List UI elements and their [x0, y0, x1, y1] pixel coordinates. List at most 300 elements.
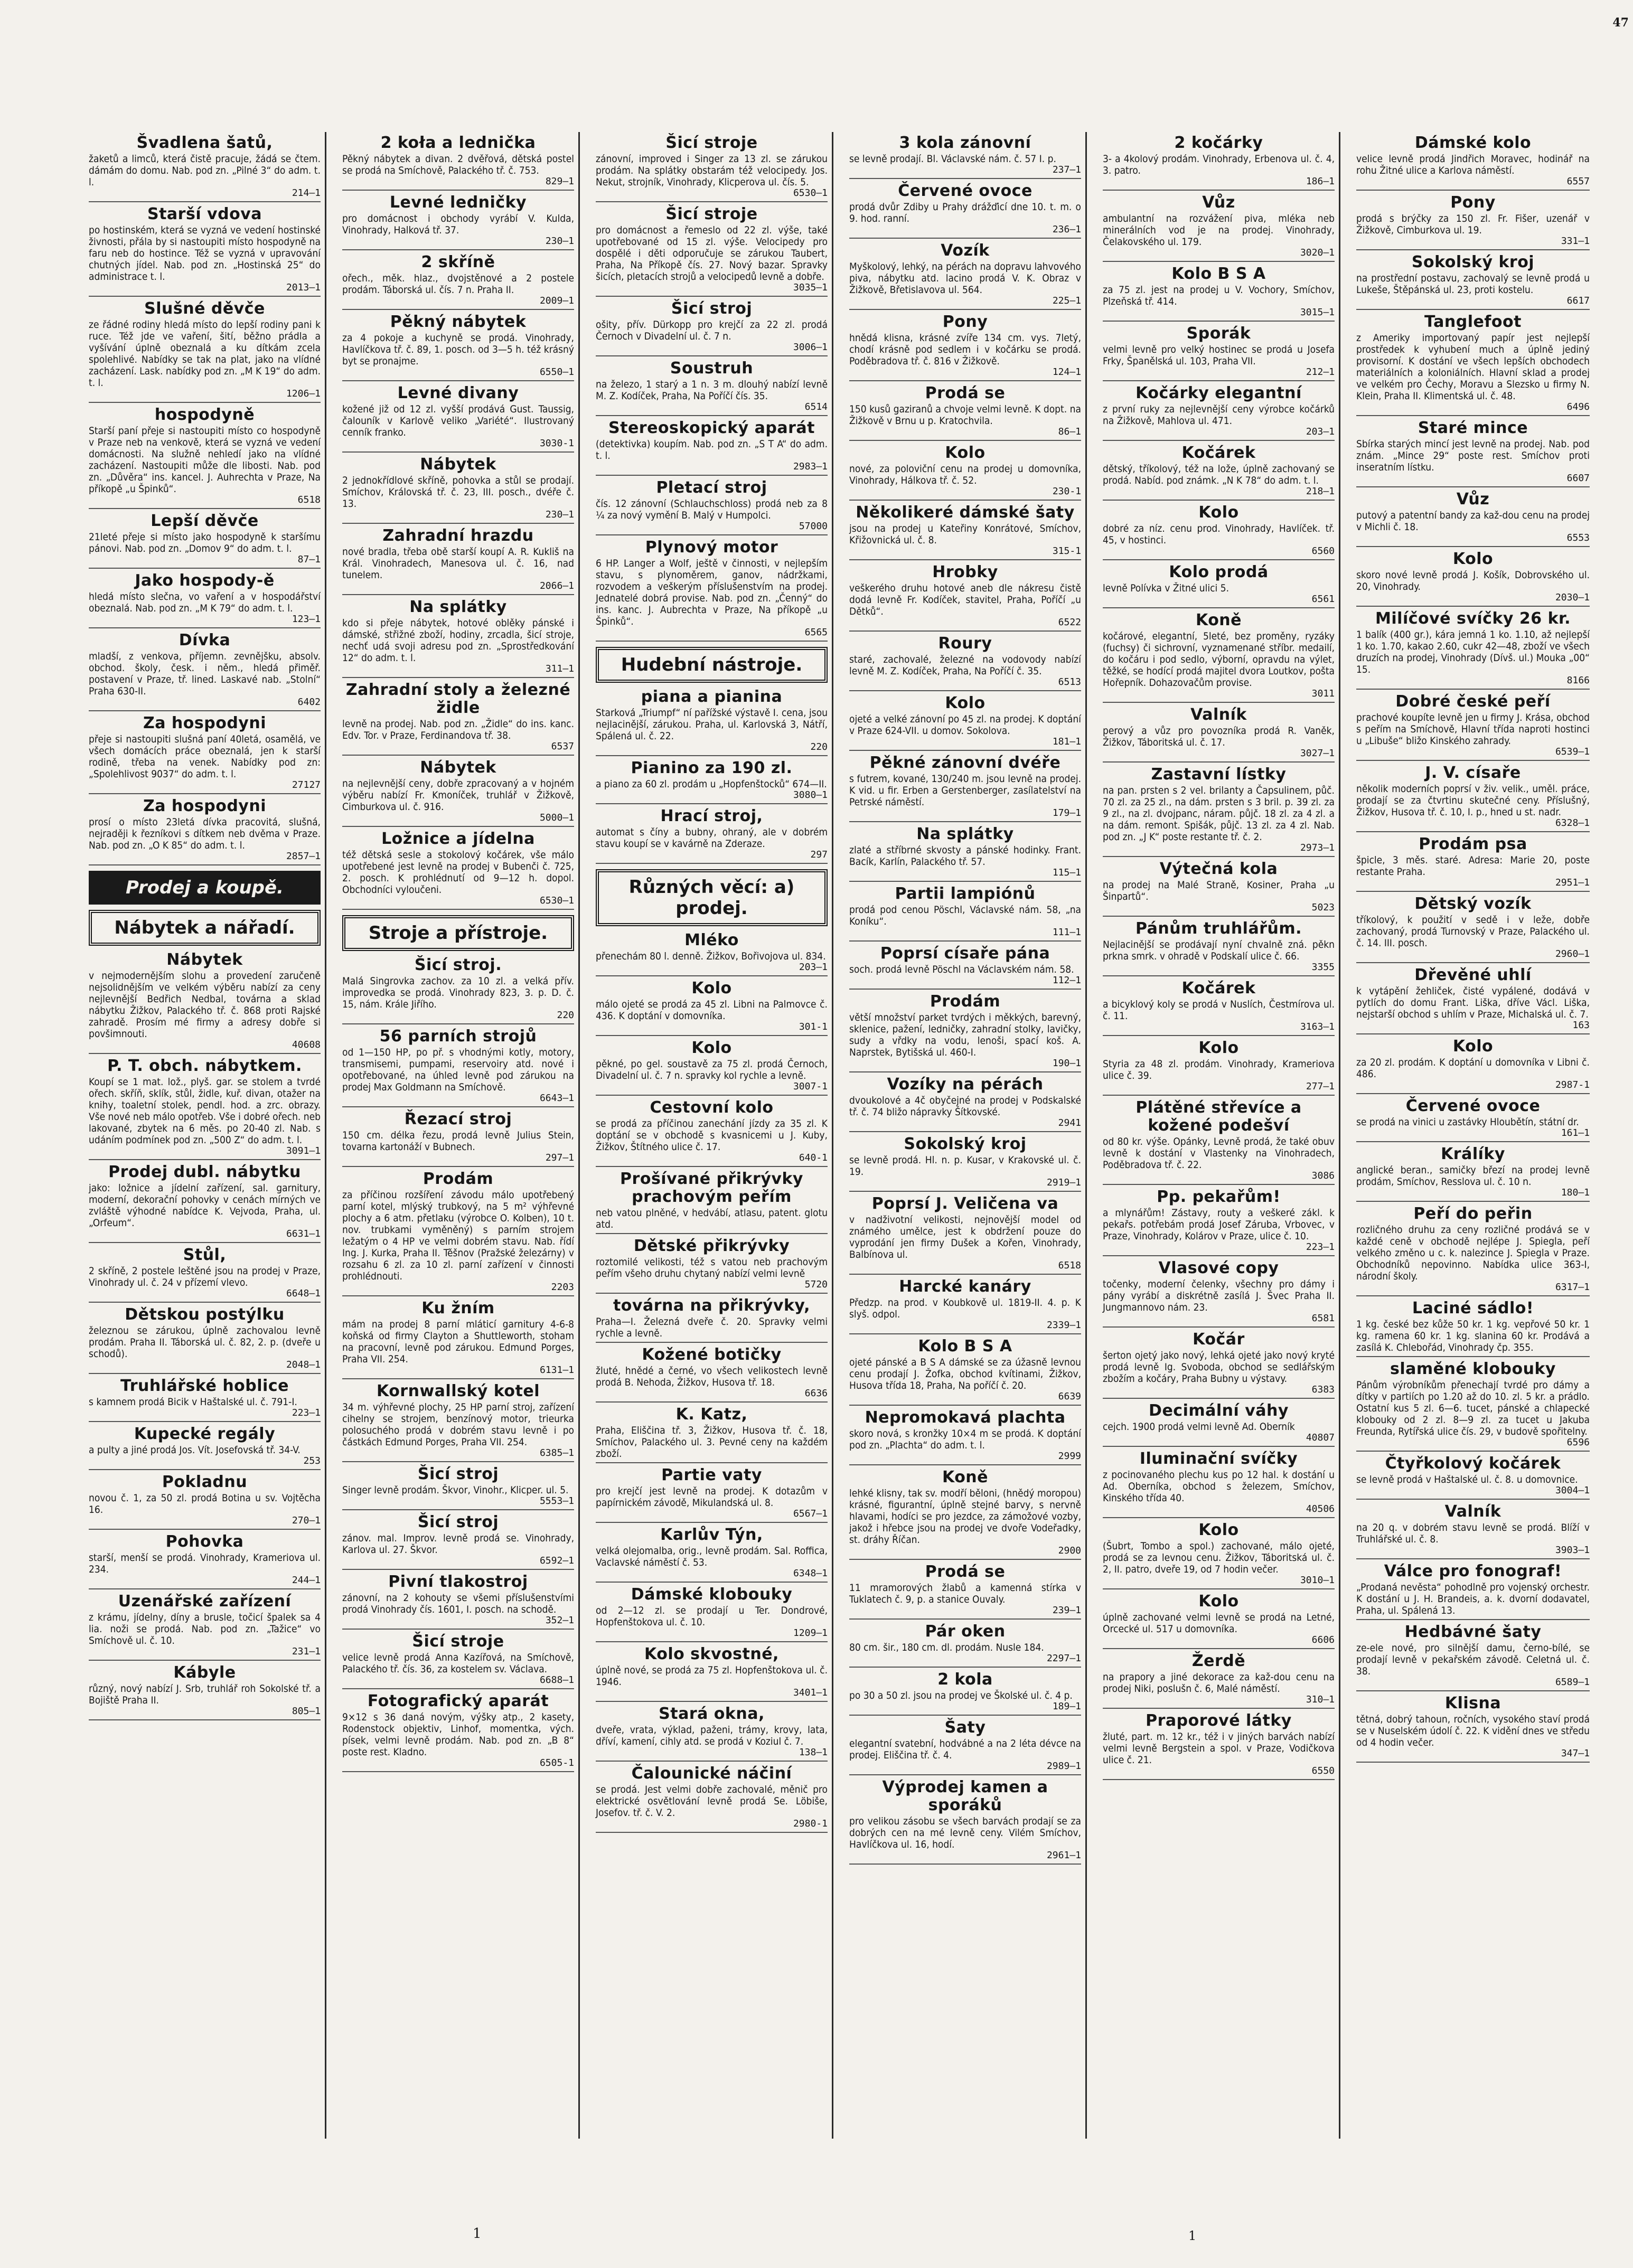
classified-ad: [1103, 920, 1335, 976]
ad-number: 212—1: [1306, 366, 1335, 378]
classified-ad: [849, 754, 1081, 822]
ad-title: Sokolský kroj: [1411, 253, 1535, 271]
classified-ad: [89, 1057, 321, 1160]
ad-title: Řezací stroj: [404, 1110, 512, 1128]
ad-number: 2960—1: [1555, 948, 1590, 959]
classified-ad: [1356, 764, 1590, 832]
ad-body: šerton ojetý jako nový, lehká ojeté jako nový kryté prodá levně Ig. Svoboda, obchod se sedlářským zbožím a kočáry, Praha Bubny u výstavy.: [1103, 1350, 1335, 1385]
ad-number: 2951—1: [1555, 877, 1590, 888]
classified-ad: [1356, 1360, 1590, 1452]
ad-number: 57000: [799, 521, 828, 532]
classified-ad: [849, 242, 1081, 310]
ad-body: na pan. prsten s 2 vel. brilanty a Čapsulinem, půč. 70 zl. za 25 zl., na dám. prsten s 3 bril. p. 39 zl. za 9 zl., na zl. dvojpanc, náram. půjč. 18 zl. za 4 zl. a na dám. remont. Spišák, půjč. 13 zl. za 4 zl. Nab. pod zn. „J K“ poste restante tř. č. 2.: [1103, 785, 1335, 843]
ad-title: Nepromokavá plachta: [865, 1408, 1066, 1427]
ad-number: 230-1: [1052, 486, 1081, 497]
ad-title: Kočárky elegantní: [1135, 384, 1302, 402]
ad-title: Plynový motor: [645, 538, 778, 557]
classified-ad: [1356, 1205, 1590, 1296]
ad-title: Kornwallský kotel: [376, 1382, 540, 1400]
classified-column-4: [845, 132, 1087, 2139]
ad-body: z Ameriky importovaný papír jest nejlepší prostředek k vyhubení much a úplně jediný provisorní. K dostání ve všech lepších obchodech materiálních a koloniálních. Hlavní sklad a prodej ve velkém pro Čechy, Moravu a Slezsko u firmy N. Klein, Praha II. Klimentská ul. č. 48.: [1356, 332, 1590, 402]
ad-number: 310—1: [1306, 1694, 1335, 1705]
classified-ad: [1356, 313, 1590, 416]
ad-title: P. T. obch. nábytkem.: [107, 1057, 302, 1075]
ad-number: 270—1: [292, 1515, 321, 1526]
ad-title: Laciné sádlo!: [1412, 1299, 1534, 1317]
ad-title: Kolo: [1452, 1037, 1494, 1056]
ad-body: velice levně prodá Jindřich Moravec, hodinář na rohu Žitné ulice a Karlova náměstí.: [1356, 153, 1590, 176]
classified-ad: [1103, 1521, 1335, 1589]
ad-number: 230—1: [545, 509, 574, 520]
ad-body: Koupí se 1 mat. lož., plyš. gar. se stolem a tvrdé ořech. skříň, sklík, stůl, židle, kuř. divan, otažer na knihy, toaletní stolek, pendl. hod. a zrc. obrazy. Vše nové neb málo opotřeb. Vše i dobré ořech. neb lakované, zbytek na 6 měs. po 20-40 zl. Nab. s udáním podmínek pod zn. „500 Z“ do adm. t. l.: [89, 1076, 321, 1146]
classified-ad: [849, 694, 1081, 751]
ad-body: za 20 zl. prodám. K doptání u domovníka v Libni č. 486.: [1356, 1057, 1590, 1080]
ad-title: J. V. císaře: [1425, 764, 1521, 782]
classified-ad: [596, 479, 828, 535]
classified-ad: [89, 1246, 321, 1303]
classified-ad: [1356, 610, 1590, 690]
ad-body: 150 kusů gaziranů a chvoje velmi levně. K dopt. na Žižkově v Brnu u p. Kratochvila.: [849, 403, 1081, 427]
ad-title: Staré mince: [1418, 419, 1528, 437]
classified-ad: [1103, 1450, 1335, 1518]
ad-body: po 30 a 50 zl. jsou na prodej ve Školské ul. č. 4 p.: [849, 1690, 1073, 1701]
ad-body: Singer levně prodám. Škvor, Vinohr., Klicper. ul. 5.: [342, 1484, 569, 1496]
ad-title: Za hospodyni: [143, 714, 267, 732]
ad-body: s futrem, kované, 130/240 m. jsou levně na prodej. K vid. u fir. Erben a Gerstenberger, zasílatelství na Petrské náměstí.: [849, 773, 1081, 808]
ad-number: 40807: [1306, 1432, 1335, 1443]
ad-title: Karlův Týn,: [660, 1526, 763, 1544]
ad-title: Stůl,: [183, 1246, 227, 1264]
ad-number: 2297—1: [1046, 1653, 1081, 1664]
ad-title: Pony: [942, 313, 988, 331]
ad-title: Výtečná kola: [1159, 860, 1278, 878]
ad-body: též dětská sesle a stokolový kočárek, vše málo upotřebené jest levně na prodej v Bubenči č. 725, 2. posch. K prohlédnutí od 9—12 h. dopol. Obchodníci vyloučeni.: [342, 849, 574, 896]
ad-title: Zahradní hrazdu: [382, 526, 534, 545]
ad-number: 3355: [1311, 962, 1335, 973]
ad-title: 3 kola zánovní: [899, 134, 1031, 152]
ad-title: Prošívané přikrývky prachovým peřím: [620, 1170, 803, 1206]
classified-ad: [342, 1633, 574, 1689]
ad-title: 2 kočárky: [1174, 134, 1263, 152]
ad-body: neb vatou plněné, v hedvábí, atlasu, patent. glotu atd.: [596, 1207, 828, 1230]
classified-ad: [596, 1586, 828, 1642]
ad-title: piana a pianina: [641, 688, 783, 706]
classified-ad: [849, 384, 1081, 441]
ad-title: Pěkné zánovní dvéře: [869, 754, 1061, 772]
ad-title: Čtyřkolový kočárek: [1385, 1454, 1561, 1473]
ad-body: se levně prodá. Hl. n. p. Kusar, v Krakovské ul. č. 19.: [849, 1154, 1081, 1178]
ad-number: 2339—1: [1046, 1320, 1081, 1331]
classified-ad: [596, 1099, 828, 1167]
ad-title: Dívka: [179, 631, 231, 650]
ad-number: 40608: [292, 1039, 321, 1050]
ad-title: Dětskou postýlku: [125, 1305, 285, 1324]
classified-ad: [849, 885, 1081, 942]
ad-body: se levně prodají. Bl. Václavské nám. č. 57 I. p.: [849, 153, 1056, 165]
ad-title: Hrobky: [932, 563, 998, 581]
classified-ad: [342, 253, 574, 310]
ad-body: za 4 pokoje a kuchyně se prodá. Vinohrady, Havlíčkova tř. č. 89, 1. posch. od 3—5 h. též krásný byt se pronajme.: [342, 332, 574, 367]
classified-ad: [89, 512, 321, 569]
ad-body: z krámu, jídelny, díny a brusle, točicí špalek sa 4 lia. noži se prodá. Nab. pod zn. „Tažice“ vo Smíchově ul. č. 10.: [89, 1612, 321, 1646]
ad-body: Styria za 48 zl. prodám. Vinohrady, Krameriova ulice č. 39.: [1103, 1058, 1335, 1081]
classified-ad: [1103, 611, 1335, 703]
ad-number: 315-1: [1052, 545, 1081, 557]
classified-ad: [89, 632, 321, 711]
ad-number: 163: [1572, 1020, 1590, 1031]
ad-title: Hedbávné šaty: [1404, 1623, 1542, 1641]
ad-number: 27127: [292, 779, 321, 790]
ad-body: staré, zachovalé, železné na vodovody nabízí levně M. Z. Kodíček, Praha, Na Poříčí č. 35.: [849, 654, 1081, 677]
classified-ad: [342, 1028, 574, 1107]
ad-title: Výprodej kamen a sporáků: [882, 1778, 1048, 1814]
ad-number: 6606: [1311, 1634, 1335, 1645]
ad-number: 2857—1: [286, 851, 321, 862]
ad-body: po hostinském, která se vyzná ve vedení hostinské živnosti, přála by si nastoupiti místo hospodyně na faru neb do hostince. Též se vyzná v upravování chutných jídel. Nab. pod zn. „Hostinská 25“ do administrace t. l.: [89, 224, 321, 283]
ad-body: 1 balík (400 gr.), kára jemná 1 ko. 1.10, až nejlepší 1 ko. 1.70, kakao 2.60, cukr 42—48, zboží ve všech druzích na prodej, Vinohrady (Dívš. ul.) Mouka „00“ 15.: [1356, 629, 1590, 675]
ad-number: 124—1: [1052, 366, 1081, 378]
classified-ad: [89, 572, 321, 628]
classified-ad: [1103, 1712, 1335, 1780]
ad-number: 3006—1: [793, 342, 828, 353]
ad-body: za 75 zl. jest na prodej u V. Vochory, Smíchov, Plzeňská tř. 414.: [1103, 284, 1335, 307]
ad-title: Dětské přikrývky: [633, 1237, 790, 1255]
ad-number: 6550: [1311, 1765, 1335, 1776]
ad-body: levně Polívka v Žitné ulici 5.: [1103, 582, 1230, 594]
ad-title: Valník: [1190, 705, 1247, 724]
ad-body: 2 jednokřídlové skříně, pohovka a stůl se prodají. Smíchov, Královská tř. č. 23, III. posch., dvéře č. 13.: [342, 475, 574, 510]
classified-ad: [1103, 1593, 1335, 1649]
ad-number: 236—1: [1052, 224, 1081, 235]
ad-number: 3020—1: [1300, 247, 1335, 258]
classified-ad: [89, 1593, 321, 1661]
ad-number: 230—1: [545, 236, 574, 247]
classified-ad: [1356, 1455, 1590, 1500]
ad-body: kdo si přeje nábytek, hotové oblěky pánské i dámské, střižné zboží, hodiny, zrcadla, šicí stroje, nechť udá svoji adresu pod zn. „Sprostředkování 12“ do adm. t. l.: [342, 617, 574, 664]
page-footer-mark-right: 1: [1188, 2228, 1197, 2243]
ad-body: několik moderních poprsí v živ. velik., uměl. práce, prodají se za čtvrtinu skutečné ceny. Příslušný, Žižkov, Husova tř. č. 10, I. p., hned u st. nadr.: [1356, 783, 1590, 818]
ad-title: Šicí stroje: [665, 205, 758, 223]
ad-body: od 80 kr. výše. Opánky, Levně prodá, že také obuv levně k dostání v Vlastenky na Vinohradech, Poděbradova tř. č. 22.: [1103, 1136, 1335, 1171]
ad-body: se prodá za příčinou zanechání jízdy za 35 zl. K doptání se v obchodě s kvasnicemi u J. Kuby, Žižkov, Štítného ulice č. 17.: [596, 1118, 828, 1153]
ad-title: K. Katz,: [675, 1405, 748, 1424]
classified-ad: [1356, 491, 1590, 547]
ad-body: 1 kg. české bez kůže 50 kr. 1 kg. vepřové 50 kr. 1 kg. ramena 60 kr. 1 kg. slanina 60 kr. Prodává a zasílá K. Chlebořád, Vinohrady čp. 355.: [1356, 1319, 1590, 1353]
ad-title: Stereoskopický aparát: [608, 419, 815, 437]
classified-ad: [342, 681, 574, 756]
ad-title: Nábytek: [420, 758, 496, 777]
ad-body: cejch. 1900 prodá velmi levně Ad. Oberník: [1103, 1421, 1295, 1433]
ad-title: Pivní tlakostroj: [388, 1573, 528, 1591]
ad-title: Válce pro fonograf!: [1384, 1562, 1562, 1580]
classified-ad: [1356, 1097, 1590, 1142]
ad-title: Partie vaty: [661, 1466, 762, 1484]
ad-body: prodá s brýčky za 150 zl. Fr. Fišer, uzenář v Žižkově, Cimburkova ul. 19.: [1356, 213, 1590, 236]
ad-number: 6514: [804, 401, 828, 412]
ad-number: 123—1: [292, 614, 321, 625]
ad-number: 6522: [1058, 617, 1081, 628]
ad-number: 86—1: [1058, 426, 1081, 437]
section-heading: Hudební nástroje.: [596, 647, 828, 683]
classified-ad: [342, 1465, 574, 1510]
classified-ad: [596, 360, 828, 416]
ad-title: Prodám: [423, 1170, 494, 1188]
ad-number: 214—1: [292, 187, 321, 199]
classified-ad: [849, 1469, 1081, 1560]
ad-title: Pianino za 190 zl.: [631, 759, 793, 777]
ad-body: a mlynářům! Zástavy, routy a veškeré zákl. k pekařs. potřebám prodá Josef Záruba, Vrbovec, v Praze, Vinohrady, Kolárov v Praze, ulice č. 10.: [1103, 1207, 1335, 1242]
classified-ad: [1103, 1331, 1335, 1399]
ad-title: továrna na přikrývky,: [613, 1296, 811, 1315]
classified-ad: [342, 956, 574, 1024]
ad-body: na prostřední postavu, zachovalý se levně prodá u Lukeše, Štěpánská ul. 23, proti kostelu.: [1356, 272, 1590, 296]
classified-ad: [1103, 980, 1335, 1036]
ad-title: Vozíky na pérách: [887, 1075, 1044, 1094]
ad-title: Valník: [1444, 1502, 1501, 1521]
classified-ad: [342, 1692, 574, 1772]
ad-body: elegantní svatební, hodvábné a na 2 léta dévce na prodej. Eliščina tř. č. 4.: [849, 1738, 1081, 1761]
classified-ad: [89, 1163, 321, 1243]
classified-ad: [596, 807, 828, 864]
classified-ad: [849, 1338, 1081, 1406]
ad-title: Koně: [1195, 611, 1242, 629]
ad-number: 3035—1: [793, 282, 828, 293]
ad-title: Prodá se: [925, 384, 1006, 402]
ad-title: Pokladnu: [162, 1473, 248, 1491]
ad-number: 225—1: [1052, 295, 1081, 306]
ad-title: Kočár: [1193, 1330, 1245, 1349]
ad-body: od 2—12 zl. se prodají u Ter. Dondrové, Hopfenštokova ul. č. 10.: [596, 1605, 828, 1628]
ad-title: 56 parních strojů: [379, 1027, 537, 1046]
ad-title: Tanglefoot: [1424, 313, 1522, 331]
ad-title: Starší vdova: [147, 205, 262, 223]
ad-body: prodá pod cenou Pöschl, Václavské nám. 58, „na Koníku“.: [849, 904, 1081, 927]
classified-ad: [342, 527, 574, 595]
ad-body: perový a vůz pro povozníka prodá R. Vaněk, Žižkov, Táboritská ul. č. 17.: [1103, 725, 1335, 748]
classified-ad: [1356, 693, 1590, 761]
ad-body: s kamnem prodá Bicik v Haštalské ul. č. 791-I.: [89, 1396, 297, 1408]
ad-number: 1206—1: [286, 388, 321, 399]
classified-ad: [849, 1623, 1081, 1668]
ad-body: dětský, tříkolový, též na lože, úplně zachovaný se prodá. Nabíd. pod známk. „N K 78“ do adm. t. l.: [1103, 463, 1335, 486]
ad-number: 223—1: [1306, 1241, 1335, 1253]
ad-body: pro domácnost a řemeslo od 22 zl. výše, také upotřebované od 15 zl. výše. Velocipedy pro dospělé i děti odporučuje se zárukou Taubert, Praha, Na Příkopě čís. 27. Nový bazar. Spravky šicích, pletacích strojů a velocipedů levně a dobře.: [596, 224, 828, 283]
ad-body: dveře, vrata, výklad, paženi, trámy, krovy, lata, dříví, kamení, cihly atd. se prodá v Koziul č. 7.: [596, 1724, 828, 1747]
ad-number: 3010—1: [1300, 1575, 1335, 1586]
ad-body: skoro nová, s kronžky 10×4 m se prodá. K doptání pod zn. „Plachta“ do adm. t. l.: [849, 1428, 1081, 1451]
ad-number: 6596: [1566, 1437, 1590, 1448]
classified-ad: [1103, 1039, 1335, 1096]
classified-ad: [1356, 194, 1590, 250]
ad-title: Roury: [938, 634, 992, 653]
classified-ad: [1103, 1099, 1335, 1185]
ad-body: hnědá klisna, krásné zvíře 134 cm. vys. 7letý, chodí krásně pod sedlem i v kočárku se prodá. Poděbradova tř. č. 816 v Žižkově.: [849, 332, 1081, 367]
ad-body: úplně zachované velmi levně se prodá na Letné, Orcecké ul. 517 u domovníka.: [1103, 1612, 1335, 1635]
ad-title: Kolo skvostné,: [644, 1645, 779, 1663]
ad-number: 5720: [804, 1279, 828, 1290]
ad-title: Kupecké regály: [134, 1425, 276, 1443]
classified-ad: [1356, 550, 1590, 607]
page-footer-mark: 1: [473, 2226, 482, 2242]
ad-title: Šicí stroj: [671, 299, 753, 318]
ad-body: kožené již od 12 zl. vyšší prodává Gust. Taussig, čalouník v Karlově veliko „Variété“. Ilustrovaný cenník franko.: [342, 403, 574, 438]
ad-number: 2066—1: [539, 580, 574, 591]
ad-number: 6539—1: [1555, 746, 1590, 757]
ad-body: Pánům výrobníkům přenechají tvrdé pro dámy a dítky v partiích po 1.20 až do 10. zl. 5 kr. a prádlo. Ostatní kus 5 zl. 6—6. tucet, pánské a chlapecké klobouky od 2 zl. 8—9 zl. za tucet u Jakuba Freunda, Rytířská ulice čís. 29, v budově spořitelny.: [1356, 1379, 1590, 1437]
ad-number: 223—1: [292, 1407, 321, 1418]
ad-body: se levně prodá v Haštalské ul. č. 8. u domovnice.: [1356, 1474, 1578, 1485]
ad-number: 2203: [551, 1282, 574, 1293]
ad-title: Pohovka: [165, 1532, 244, 1551]
ad-body: Starková „Triumpf“ ní pařížské výstavě I. cena, jsou nejlacinější, zárukou. Praha, ul. Karlovská 3, Nátří, Spálená ul. č. 22.: [596, 707, 828, 742]
ad-body: nové bradla, třeba obě starší koupí A. R. Kukliš na Král. Vinohradech, Manesova ul. č. 16, nad tunelem.: [342, 546, 574, 581]
ad-body: málo ojeté se prodá za 45 zl. Libni na Palmovce č. 436. K doptání v domovníka.: [596, 999, 828, 1022]
ad-body: (detektivka) koupím. Nab. pod zn. „S T A“ do adm. t. l.: [596, 438, 828, 462]
ad-title: Několikeré dámské šaty: [856, 503, 1075, 522]
ad-body: na 20 q. v dobrém stavu levně se prodá. Blíží v Truhlářské ul. č. 8.: [1356, 1522, 1590, 1545]
ad-number: 6518: [297, 494, 321, 505]
classified-ad: [342, 194, 574, 250]
ad-number: 6131—1: [539, 1364, 574, 1376]
ad-number: 6688—1: [539, 1674, 574, 1686]
classified-ad: [1356, 895, 1590, 963]
section-heading: Nábytek a nářadí.: [89, 910, 321, 946]
ad-title: Stará okna,: [659, 1705, 765, 1723]
ad-body: 9×12 s 36 daná novým, výšky atp., 2 kasety, Rodenstock objektiv, Linhof, momentka, vých. písek, velmi levně prodám. Nab. pod zn. „B 8“ poste rest. Kladno.: [342, 1711, 574, 1758]
ad-number: 6348—1: [793, 1568, 828, 1579]
ad-body: levně na prodej. Nab. pod zn. „Židle“ do ins. kanc. Edv. Tor. v Praze, Ferdinandova tř. 38.: [342, 718, 574, 741]
classified-ad: [596, 1297, 828, 1343]
ad-body: 80 cm. šir., 180 cm. dl. prodám. Nusle 184.: [849, 1642, 1044, 1653]
ad-title: Truhlářské hoblice: [120, 1377, 289, 1395]
ad-title: Pěkný nábytek: [390, 313, 527, 331]
ad-body: Sbírka starých mincí jest levně na prodej. Nab. pod znám. „Mince 29“ poste rest. Smíchov proti inseratním lístku.: [1356, 438, 1590, 473]
classified-column-5: [1099, 132, 1340, 2139]
ad-title: Poprsí císaře pána: [880, 944, 1050, 963]
classified-ad: [596, 980, 828, 1036]
classified-ad: [1103, 766, 1335, 857]
classified-ad: [342, 1513, 574, 1570]
classified-ad: [849, 1671, 1081, 1716]
ad-number: 3086: [1311, 1170, 1335, 1181]
ad-title: Pár oken: [925, 1622, 1006, 1641]
ad-number: 203—1: [1306, 426, 1335, 437]
ad-number: 6496: [1566, 401, 1590, 412]
classified-ad: [1103, 1402, 1335, 1447]
ad-body: skoro nové levně prodá J. Košík, Dobrovského ul. 20, Vinohrady.: [1356, 569, 1590, 592]
classified-ad: [849, 134, 1081, 179]
ad-number: 3011: [1311, 688, 1335, 699]
ad-title: Šicí stroj: [417, 1465, 499, 1483]
ad-title: Šaty: [944, 1718, 986, 1737]
ad-number: 231—1: [292, 1646, 321, 1657]
ad-title: Nábytek: [420, 455, 496, 474]
ad-body: dvoukolové a 4č obyčejné na prodej v Podskalské tř. č. 74 bližo nápravky Šítkovské.: [849, 1095, 1081, 1118]
ad-body: pěkné, po gel. soustavě za 75 zl. prodá Černoch, Divadelní ul. č. 7 n. spravky kol rychle a levně.: [596, 1058, 828, 1081]
ad-title: Vůz: [1202, 193, 1235, 212]
ad-body: automat s číny a bubny, ohraný, ale v dobrém stavu koupí se v kavárně na Zderaze.: [596, 826, 828, 850]
ad-body: špicle, 3 měs. staré. Adresa: Marie 20, poste restante Praha.: [1356, 854, 1590, 878]
ad-body: se prodá na vinici u zastávky Hloubětín, státní dr.: [1356, 1116, 1579, 1128]
ad-body: ošity, přív. Dürkopp pro krejčí za 22 zl. prodá Černoch v Divadelní ul. č. 7 n.: [596, 319, 828, 342]
ad-body: na prodej na Malé Straně, Kosiner, Praha „u Šinpartů“.: [1103, 879, 1335, 902]
ad-title: Kolo B S A: [918, 1337, 1012, 1356]
classified-ad: [596, 419, 828, 476]
ad-body: různý, nový nabízí J. Srb, truhlář roh Sokolské tř. a Bojiště Praha II.: [89, 1683, 321, 1706]
ad-body: veškerého druhu hotové aneb dle nákresu čistě dodá levně Fr. Kodíček, stavitel, Praha, Poříčí „u Dětků“.: [849, 582, 1081, 617]
ad-number: 6402: [297, 697, 321, 708]
ad-number: 189—1: [1052, 1701, 1081, 1712]
ad-number: 244—1: [292, 1575, 321, 1586]
ad-body: 3- a 4kolový prodám. Vinohrady, Erbenova ul. č. 4, 3. patro.: [1103, 153, 1335, 176]
ad-title: Kočárek: [1181, 979, 1256, 997]
ad-number: 6617: [1566, 295, 1590, 306]
ad-body: prosí o místo 23letá dívka pracovitá, slušná, nejraději k řezníkovi s dítkem neb dvěma v Praze. Nab. pod zn. „O K 85“ do adm. t. l.: [89, 816, 321, 851]
ad-body: větší množství parket tvrdých i měkkých, barevný, sklenice, pažení, ledničky, zahradní stolky, lavičky, sudy a vřdky na vodu, lenoši, spací koš. A. Naprstek, Bytišská ul. 460-I.: [849, 1012, 1081, 1058]
ad-number: 297: [810, 849, 828, 860]
ad-title: Poprsí J. Veličena va: [871, 1194, 1059, 1213]
ad-body: a piano za 60 zl. prodám u „Hopfenštocků“ 674—II.: [596, 778, 827, 790]
ad-title: Kolo: [1198, 1039, 1239, 1057]
ad-body: 150 cm. délka řezu, prodá levně Julius Stein, tovarna kartonáží v Bubnech.: [342, 1130, 574, 1153]
ad-title: 2 koła a lednička: [380, 134, 536, 152]
classified-ad: [342, 1170, 574, 1296]
ad-title: Červené ovoce: [1405, 1097, 1541, 1115]
ad-body: ořech., měk. hlaz., dvojstěnové a 2 postele prodám. Táborská ul. čís. 7 n. Praha II.: [342, 272, 574, 296]
ad-number: 2013—1: [286, 282, 321, 293]
classified-ad: [342, 1573, 574, 1630]
ad-title: Ložnice a jídelna: [381, 830, 535, 848]
ad-number: 87—1: [297, 554, 321, 565]
ad-title: Žerdě: [1191, 1652, 1246, 1670]
classified-ad: [596, 931, 828, 976]
classified-ad: [849, 1778, 1081, 1865]
ad-number: 277—1: [1306, 1081, 1335, 1092]
ad-number: 112—1: [1052, 975, 1081, 986]
ad-title: Slušné děvče: [144, 299, 265, 318]
ad-title: Kolo: [945, 444, 986, 462]
classified-ad: [849, 993, 1081, 1072]
classified-ad: [849, 563, 1081, 632]
ad-body: (Šubrt, Tombo a spol.) zachované, málo ojeté, prodá se za levnou cenu. Žižkov, Táboritská ul. č. 2, II. patro, dveře 19, od 7 hodin večer.: [1103, 1540, 1335, 1575]
ad-number: 115—1: [1052, 867, 1081, 878]
ad-body: mladší, z venkova, příjemn. zevnějšku, absolv. obchod. školy, česk. i něm., hledá přiměř. postavení v Praze, tř. lined. Laskavé nab. „Stolní“ Praha 630-II.: [89, 651, 321, 697]
ad-body: a pulty a jiné prodá Jos. Vít. Josefovská tř. 34-V.: [89, 1444, 301, 1456]
ad-number: 253: [303, 1455, 321, 1466]
ad-number: 6592—1: [539, 1555, 574, 1566]
ad-title: Pony: [1450, 193, 1496, 212]
ad-number: 5000—1: [539, 812, 574, 823]
ad-title: slaměné klobouky: [1390, 1360, 1556, 1378]
ad-number: 6643—1: [539, 1093, 574, 1104]
classified-ad: [849, 444, 1081, 501]
classified-ad: [342, 313, 574, 381]
ad-body: velká olejomalba, orig., levně prodám. Sal. Roffica, Vaclavské náměstí č. 53.: [596, 1545, 828, 1568]
classified-ad: [89, 1533, 321, 1589]
ad-title: Dřevěné uhlí: [1414, 966, 1532, 984]
classified-ad: [849, 945, 1081, 990]
ad-number: 2919—1: [1046, 1177, 1081, 1188]
classified-ad: [89, 1473, 321, 1530]
ad-body: na železo, 1 starý a 1 n. 3 m. dlouhý nabízí levně M. Z. Kodíček, Praha, Na Poříčí čís. 35.: [596, 379, 828, 402]
classified-ad: [1356, 1038, 1590, 1094]
ad-title: Decimální váhy: [1149, 1401, 1289, 1420]
classified-ad: [89, 951, 321, 1054]
ad-number: 6383: [1311, 1384, 1335, 1395]
ad-title: Levné divany: [397, 384, 519, 402]
ad-number: 3015—1: [1300, 307, 1335, 318]
ad-title: Kočárek: [1181, 444, 1256, 462]
